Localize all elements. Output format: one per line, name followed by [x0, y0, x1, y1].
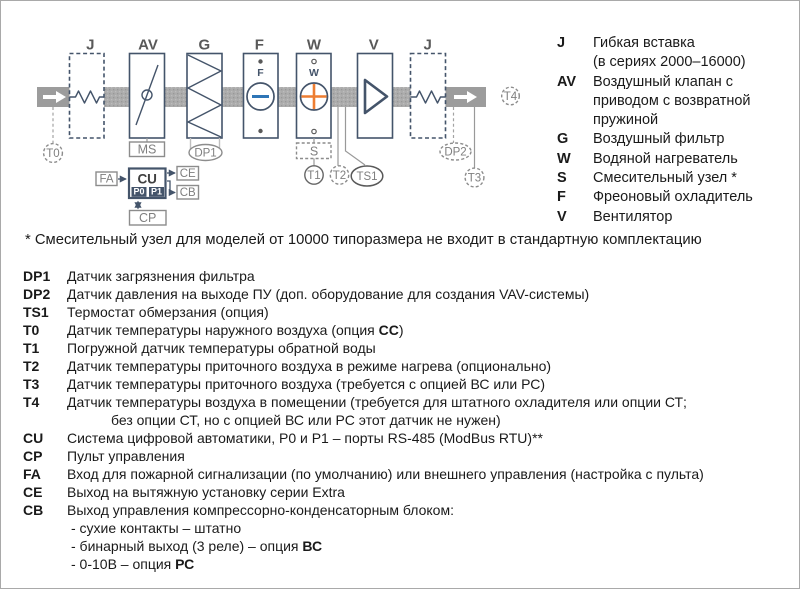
duct-outlet-arrow: [446, 87, 487, 107]
ahu-flow-diagram: [1, 1, 546, 236]
description-text: Датчик давления на выходе ПУ (доп. оборудование для создания VAV-системы): [67, 286, 590, 302]
valve-actuator-ms: [130, 142, 165, 157]
description-key: DP2: [23, 286, 51, 302]
mixing-unit-s: [297, 143, 332, 159]
legend-item: [557, 188, 753, 207]
legend-text: Смесительный узел *: [593, 170, 737, 187]
label-g: G: [198, 36, 211, 54]
description-row: [23, 285, 704, 303]
flexible-insert-right: [411, 54, 446, 139]
t2-label: T2: [332, 170, 347, 182]
ce-label: CE: [179, 168, 196, 180]
description-key: T2: [23, 358, 40, 374]
duct-inlet-arrow: [37, 87, 69, 107]
description-row: [23, 411, 704, 429]
legend-key: J: [557, 35, 566, 51]
ms-label: MS: [137, 142, 157, 157]
description-key: T1: [23, 340, 40, 356]
sensor-t2: [330, 166, 348, 184]
legend-text: Гибкая вставка (в сериях 2000–16000): [593, 35, 746, 71]
description-key: CP: [23, 448, 43, 464]
legend-item: [557, 169, 753, 188]
legend-key: F: [557, 189, 566, 206]
dp1-label: DP1: [194, 147, 217, 160]
description-key: [23, 537, 67, 555]
description-text: - сухие контакты – штатно: [71, 520, 242, 536]
legend-text: Воздушный клапан с приводом с возвратной пружиной: [593, 73, 751, 129]
water-heater-box: [297, 54, 332, 139]
description-row: [23, 303, 704, 321]
description-text: Термостат обмерзания (опция): [67, 304, 269, 320]
description-row: [23, 465, 704, 483]
sensor-dp1: [189, 145, 222, 161]
fan-box: [358, 54, 393, 139]
description-text: - 0-10В – опция РС: [71, 556, 195, 572]
legend-text: Водяной нагреватель: [593, 150, 738, 167]
description-text: Датчик температуры приточного воздуха (требуется с опцией ВС или РС): [67, 376, 546, 392]
cu-label: CU: [137, 171, 157, 187]
descriptions-list: [23, 267, 704, 573]
legend-item: [557, 130, 753, 149]
description-key: CB: [23, 502, 44, 518]
s-label: S: [309, 144, 319, 159]
description-key: T0: [23, 322, 40, 338]
sensor-t1: [305, 166, 323, 184]
label-v: V: [368, 36, 379, 54]
sensor-t3: [465, 168, 484, 187]
description-key: DP1: [23, 268, 51, 284]
description-key: T3: [23, 376, 40, 392]
label-j-left: J: [86, 36, 95, 54]
label-f: F: [254, 36, 264, 54]
description-row: [23, 555, 704, 573]
p0-label: P0: [133, 186, 145, 197]
sensor-dp2: [440, 143, 471, 160]
label-av: AV: [138, 36, 158, 54]
description-key: CU: [23, 430, 44, 446]
port-dot-bottom: [258, 129, 262, 133]
description-row: [23, 483, 704, 501]
description-text: Выход на вытяжную установку серии Extra: [67, 484, 345, 500]
description-row: [23, 339, 704, 357]
description-row: [23, 537, 704, 555]
description-key: CE: [23, 484, 43, 500]
description-row: [23, 519, 704, 537]
description-text: Вход для пожарной сигнализации (по умолчанию) или внешнего управления (настройка с пульта): [67, 466, 704, 482]
cp-label: CP: [139, 211, 157, 225]
t3-label: T3: [467, 172, 482, 185]
description-text: без опции СТ, но с опцией ВС или РС этот датчик не нужен): [111, 412, 501, 428]
legend-text: Воздушный фильтр: [593, 131, 725, 148]
description-key: T4: [23, 394, 40, 410]
description-row: [23, 429, 704, 447]
sensor-t4: [502, 87, 520, 105]
footnote: * Смесительный узел для моделей от 10000 типоразмера не входит в стандартную комплектацию: [25, 232, 702, 248]
flexible-insert-left: [70, 54, 105, 139]
sensor-ts1: [351, 166, 383, 186]
freon-cooler-box: [244, 54, 279, 139]
pipe-port-bottom: [312, 129, 316, 133]
legend-key: G: [557, 131, 569, 148]
description-row: [23, 375, 704, 393]
p1-label: P1: [150, 186, 163, 197]
legend-item: [557, 34, 753, 73]
t0-label: T0: [46, 148, 60, 160]
air-valve-box: [130, 54, 165, 139]
description-text: Выход управления компрессорно-конденсаторным блоком:: [67, 502, 454, 518]
description-text: Датчик температуры наружного воздуха (опция СС): [67, 322, 404, 338]
legend-item: [557, 73, 753, 131]
fa-label: FA: [99, 173, 114, 186]
component-top-labels: [86, 37, 432, 54]
description-text: Пульт управления: [67, 448, 185, 464]
description-text: Датчик загрязнения фильтра: [67, 268, 255, 284]
cb-label: CB: [179, 187, 196, 199]
legend-key: V: [557, 208, 567, 225]
label-j-right: J: [423, 36, 432, 54]
legend-key: AV: [557, 73, 577, 90]
cu-to-cb-arrow: [167, 181, 175, 193]
ts1-label: TS1: [356, 171, 378, 183]
legend-item: [557, 208, 753, 227]
port-dot-top: [258, 59, 262, 63]
label-w: W: [306, 36, 322, 54]
description-text: - бинарный выход (3 реле) – опция ВС: [71, 538, 323, 554]
description-row: [23, 357, 704, 375]
t4-label: T4: [503, 91, 518, 103]
legend-text: Вентилятор: [593, 208, 673, 225]
t1-label: T1: [307, 170, 321, 182]
description-key: TS1: [23, 304, 49, 320]
description-key: [23, 411, 67, 429]
description-text: Погружной датчик температуры обратной воды: [67, 340, 376, 356]
description-row: [23, 501, 704, 519]
sensor-t0: [44, 144, 63, 163]
legend-key: W: [557, 150, 571, 167]
description-row: [23, 267, 704, 285]
description-key: [23, 555, 67, 573]
legend-text: Фреоновый охладитель: [593, 189, 753, 206]
legend: [557, 34, 753, 227]
pipe-port-top: [312, 59, 316, 63]
description-key: [23, 519, 67, 537]
description-key: FA: [23, 466, 41, 482]
control-cluster: [96, 167, 199, 226]
description-text: Датчик температуры приточного воздуха в режиме нагрева (опционально): [67, 358, 552, 374]
description-row: [23, 321, 704, 339]
legend-item: [557, 150, 753, 169]
description-text: Система цифровой автоматики, Р0 и Р1 – порты RS-485 (ModBus RTU)**: [67, 430, 543, 446]
dp2-label: DP2: [444, 146, 467, 159]
cooler-letter: F: [257, 67, 264, 79]
description-row: [23, 447, 704, 465]
legend-key: S: [557, 170, 567, 187]
air-filter-box: [187, 54, 222, 139]
description-row: [23, 393, 704, 411]
heater-letter: W: [309, 67, 319, 79]
description-text: Датчик температуры воздуха в помещении (требуется для штатного охладителя или опции СТ;: [67, 394, 687, 410]
